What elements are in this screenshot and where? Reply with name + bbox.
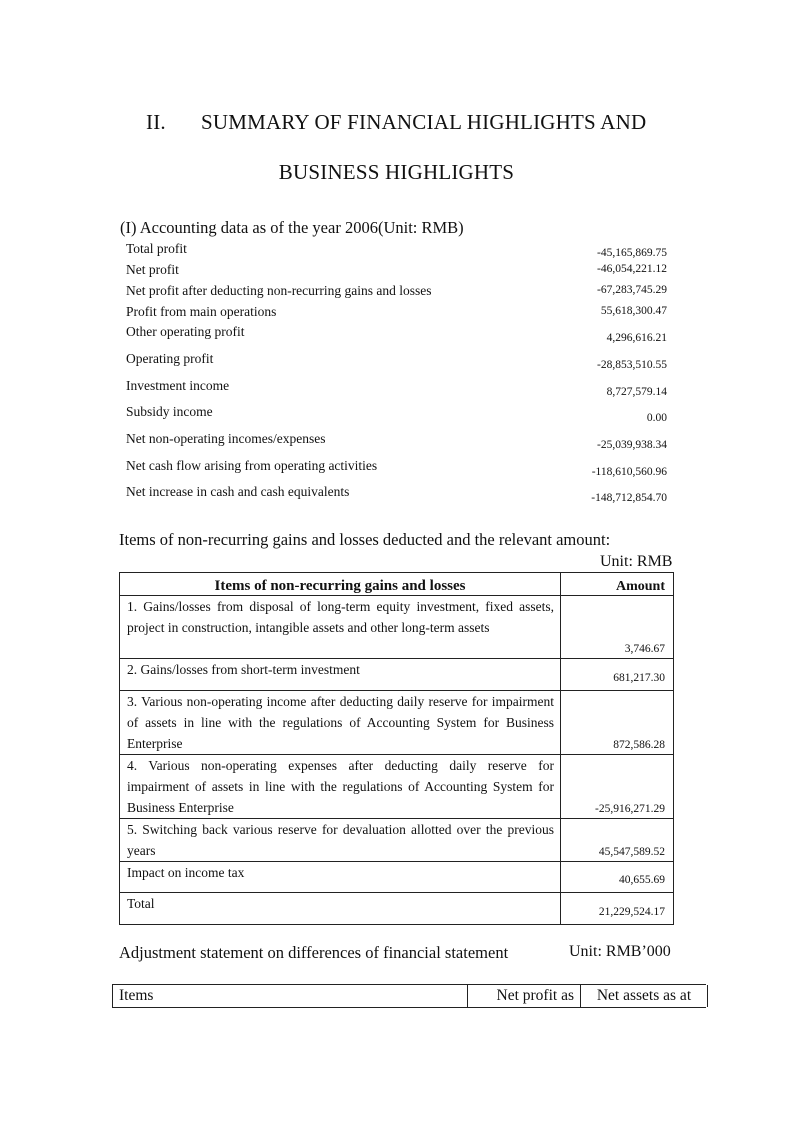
column-header-amount: Amount <box>561 573 674 596</box>
adjustment-table-header <box>112 984 706 1008</box>
accounting-row-investment-income <box>126 378 667 398</box>
column-header-items: Items of non-recurring gains and losses <box>120 573 561 596</box>
accounting-row-label: Net non-operating incomes/expenses <box>126 431 326 446</box>
table-cell-item: 4. Various non-operating expenses after deducting daily reserve for impairment of assets in line with the regulations of Accounting System for Business Enterprise <box>120 755 561 819</box>
table-row <box>120 819 674 862</box>
accounting-row-net-profit <box>126 262 667 282</box>
table-cell-item: Impact on income tax <box>120 862 561 893</box>
accounting-row-net-increase-cash <box>126 484 667 504</box>
table-cell-amount: 40,655.69 <box>561 862 674 893</box>
accounting-row-value: -148,712,854.70 <box>591 492 667 504</box>
table-row <box>120 862 674 893</box>
table-cell-amount: -25,916,271.29 <box>561 755 674 819</box>
accounting-row-label: Other operating profit <box>126 324 245 339</box>
accounting-row-label: Total profit <box>126 241 187 256</box>
accounting-row-profit-main-operations <box>126 304 667 324</box>
table-row-total <box>120 893 674 925</box>
table-row <box>120 755 674 819</box>
table-row <box>120 659 674 691</box>
table-row <box>120 691 674 755</box>
accounting-row-net-non-operating <box>126 431 667 451</box>
accounting-row-value: 0.00 <box>646 412 667 424</box>
column-header-net-profit: Net profit as <box>467 985 580 1007</box>
table-cell-amount: 681,217.30 <box>561 659 674 691</box>
accounting-row-net-profit-after-deducting <box>126 283 667 303</box>
accounting-row-label: Net profit <box>126 262 179 277</box>
column-header-net-assets: Net assets as at <box>580 985 708 1007</box>
page-title-line-2: BUSINESS HIGHLIGHTS <box>278 160 515 184</box>
accounting-data-heading: (I) Accounting data as of the year 2006(Unit: RMB) <box>120 218 464 237</box>
table-header-row <box>120 573 674 596</box>
accounting-row-total-profit <box>126 241 667 261</box>
table-cell-item: 1. Gains/losses from disposal of long-term equity investment, fixed assets, project in construction, intangible assets and other long-term assets <box>120 596 561 659</box>
table-cell-amount: 872,586.28 <box>561 691 674 755</box>
accounting-row-subsidy-income <box>126 404 667 424</box>
accounting-row-value: 4,296,616.21 <box>606 332 667 344</box>
accounting-row-label: Net increase in cash and cash equivalents <box>126 484 350 499</box>
section-number: II. <box>146 110 166 134</box>
section-title: SUMMARY OF FINANCIAL HIGHLIGHTS AND <box>201 110 647 134</box>
table-cell-item: Total <box>120 893 561 925</box>
adjustment-unit: Unit: RMB’000 <box>569 943 671 960</box>
accounting-row-label: Operating profit <box>126 351 214 366</box>
nonrecurring-table <box>119 572 674 925</box>
accounting-row-label: Investment income <box>126 378 230 393</box>
accounting-row-value: -67,283,745.29 <box>597 284 667 296</box>
accounting-row-label: Net profit after deducting non-recurring gains and losses <box>126 283 432 298</box>
table-row <box>120 596 674 659</box>
accounting-row-label: Subsidy income <box>126 404 213 419</box>
table-cell-amount: 21,229,524.17 <box>561 893 674 925</box>
accounting-row-operating-profit <box>126 351 667 371</box>
table-cell-item: 5. Switching back various reserve for devaluation allotted over the previous years <box>120 819 561 862</box>
adjustment-heading: Adjustment statement on differences of financial statement <box>119 943 509 962</box>
nonrecurring-heading: Items of non-recurring gains and losses deducted and the relevant amount: <box>119 530 611 549</box>
table-cell-item: 3. Various non-operating income after deducting daily reserve for impairment of assets in line with the regulations of Accounting System for Business Enterprise <box>120 691 561 755</box>
accounting-row-value: 8,727,579.14 <box>606 386 667 398</box>
accounting-row-value: -25,039,938.34 <box>597 439 667 451</box>
accounting-row-value: -45,165,869.75 <box>597 247 667 259</box>
nonrecurring-unit: Unit: RMB <box>600 553 673 570</box>
table-cell-item: 2. Gains/losses from short-term investment <box>120 659 561 691</box>
accounting-row-label: Net cash flow arising from operating activities <box>126 458 378 473</box>
accounting-row-value: -46,054,221.12 <box>597 263 667 275</box>
accounting-row-net-cash-flow <box>126 458 667 478</box>
table-cell-amount: 3,746.67 <box>561 596 674 659</box>
accounting-row-value: 55,618,300.47 <box>600 305 667 317</box>
column-header-items: Items <box>112 985 474 1007</box>
accounting-row-value: -118,610,560.96 <box>591 466 667 478</box>
table-cell-amount: 45,547,589.52 <box>561 819 674 862</box>
accounting-row-other-operating-profit <box>126 324 667 344</box>
accounting-row-label: Profit from main operations <box>126 304 277 319</box>
accounting-row-value: -28,853,510.55 <box>597 359 667 371</box>
